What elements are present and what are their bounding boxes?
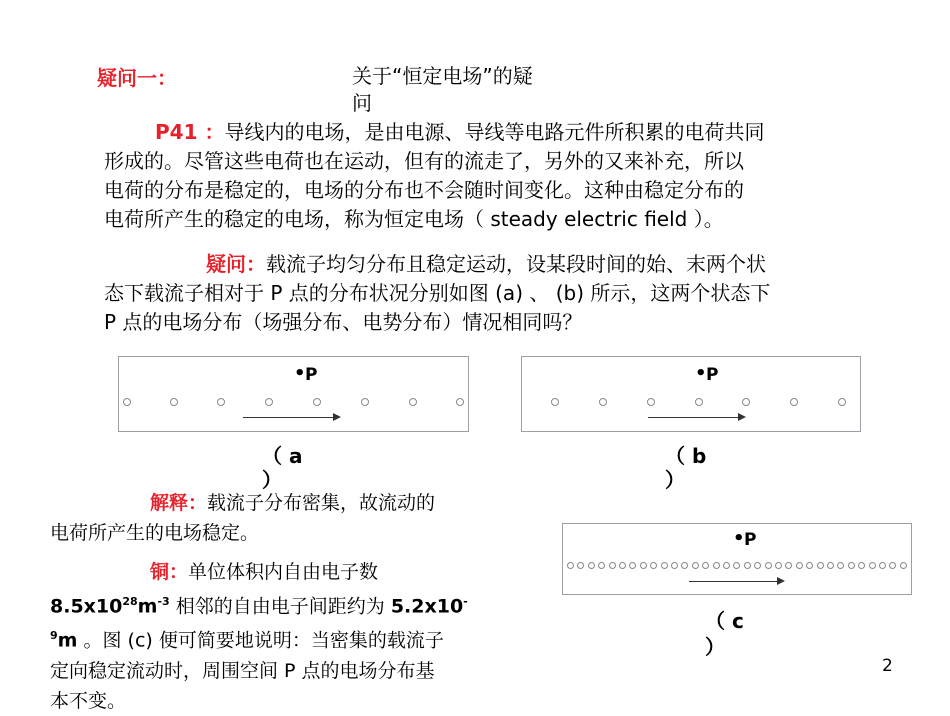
explanation-label: 解释： (150, 492, 208, 514)
carrier-dot (713, 562, 720, 569)
copper-exp1: 28 (122, 595, 138, 608)
carrier-dot (742, 398, 750, 406)
carrier-dot (456, 398, 464, 406)
carrier-dot (848, 562, 855, 569)
figure-a-box (118, 356, 469, 432)
explanation-line2: 电荷所产生的电场稳定。 (50, 522, 260, 544)
copper-number1: 8.5x10 (50, 595, 123, 618)
figure-c-point-label: P (744, 530, 757, 550)
carrier-dot (588, 562, 595, 569)
figure-a-caption-line1: （ a (262, 444, 303, 468)
carrier-dot (650, 562, 657, 569)
copper-line5: 本不变。 (50, 689, 127, 712)
figure-b-caption-line1: （ b (665, 444, 707, 468)
carrier-dot (170, 398, 178, 406)
carrier-dot (609, 562, 616, 569)
carrier-dot (879, 562, 886, 569)
copper-unit1: m (137, 595, 158, 618)
carrier-dot (599, 398, 607, 406)
copper-exp-unit1: -3 (157, 595, 170, 608)
carrier-dot (361, 398, 369, 406)
carrier-dot (785, 562, 792, 569)
copper-number2: 5.2x10 (390, 595, 464, 618)
carrier-dot (695, 398, 703, 406)
heading-topic-line2: 问 (352, 91, 372, 115)
p41-paragraph (104, 118, 904, 234)
current-arrow (243, 417, 339, 418)
explanation-line1: 载流子分布密集，故流动的 (207, 492, 436, 514)
question-line1: 载流子均匀分布且稳定运动，设某段时间的始、末两个状 (266, 252, 766, 276)
carrier-dot (681, 562, 688, 569)
carrier-dot (900, 562, 907, 569)
p41-line2: 形成的。尽管这些电荷也在运动，但有的流走了，另外的又来补充，所以 (104, 149, 744, 173)
p41-line4: 电荷所产生的稳定的电场，称为恒定电场（ steady electric field ）。 (104, 207, 724, 231)
figure-b-point-dot: • (695, 363, 707, 384)
carrier-dot (744, 562, 751, 569)
carrier-dot (806, 562, 813, 569)
carrier-dot (775, 562, 782, 569)
carrier-dot (702, 562, 709, 569)
carrier-dot (692, 562, 699, 569)
carrier-dot (313, 398, 321, 406)
figure-b-caption-line2: ） (665, 468, 685, 492)
carrier-dot (817, 562, 824, 569)
question-label: 疑问： (206, 252, 266, 276)
carrier-dot (837, 562, 844, 569)
carrier-dot (598, 562, 605, 569)
question-line2: 态下载流子相对于 P 点的分布状况分别如图 (a) 、 (b) 所示，这两个状态下 (104, 281, 771, 305)
figure-b-point-label: P (706, 365, 719, 385)
copper-line1: 单位体积内自由电子数 (188, 561, 379, 583)
figure-a-point-label: P (305, 365, 318, 385)
carrier-dot (889, 562, 896, 569)
carrier-dot (790, 398, 798, 406)
carrier-dot (409, 398, 417, 406)
copper-paragraph (50, 557, 540, 716)
carrier-dot (838, 398, 846, 406)
p41-label: P41 ： (155, 120, 225, 144)
carrier-dot (647, 398, 655, 406)
carrier-dot (827, 562, 834, 569)
carrier-dot (765, 562, 772, 569)
copper-line4: 定向稳定流动时，周围空间 P 点的电场分布基 (50, 659, 435, 682)
figure-c-point-dot: • (733, 528, 745, 549)
carrier-dot (640, 562, 647, 569)
carrier-dot (123, 398, 131, 406)
copper-unit2: m (57, 629, 78, 652)
carrier-dot (869, 562, 876, 569)
carrier-dot (723, 562, 730, 569)
current-arrow (648, 417, 744, 418)
page-number: 2 (882, 656, 893, 676)
carrier-dot (551, 398, 559, 406)
copper-line3: 。图 (c) 便可简要地说明：当密集的载流子 (77, 629, 444, 652)
p41-line3: 电荷的分布是稳定的，电场的分布也不会随时间变化。这种由稳定分布的 (104, 178, 744, 202)
figure-b-box (521, 356, 861, 432)
figure-a-caption-line2: ） (262, 468, 282, 492)
carrier-dot (671, 562, 678, 569)
current-arrow (689, 581, 783, 582)
carrier-dot (265, 398, 273, 406)
figure-c-box (562, 523, 912, 595)
carrier-dot (796, 562, 803, 569)
figure-c-caption-line1: （ c (705, 609, 744, 633)
heading-topic-line1: 关于“恒定电场”的疑 (352, 64, 533, 88)
carrier-dot (619, 562, 626, 569)
carrier-dot (577, 562, 584, 569)
copper-exp2b: 9 (50, 629, 58, 643)
carrier-dot (217, 398, 225, 406)
question-paragraph (104, 250, 904, 337)
p41-line1: 导线内的电场，是由电源、导线等电路元件所积累的电荷共同 (224, 120, 765, 144)
question-line3: P 点的电场分布（场强分布、电势分布）情况相同吗？ (104, 310, 583, 334)
carrier-dot (858, 562, 865, 569)
copper-label: 铜： (150, 561, 189, 583)
copper-exp2a: - (463, 595, 468, 608)
heading-label: 疑问一： (97, 66, 177, 90)
figure-c-caption-line2: ） (705, 635, 725, 659)
carrier-dot (733, 562, 740, 569)
carrier-dot (661, 562, 668, 569)
carrier-dot (567, 562, 574, 569)
explanation-paragraph (50, 488, 530, 548)
copper-mid-text: 相邻的自由电子间距约为 (169, 595, 391, 618)
carrier-dot (629, 562, 636, 569)
figure-a-point-dot: • (294, 363, 306, 384)
carrier-dot (754, 562, 761, 569)
